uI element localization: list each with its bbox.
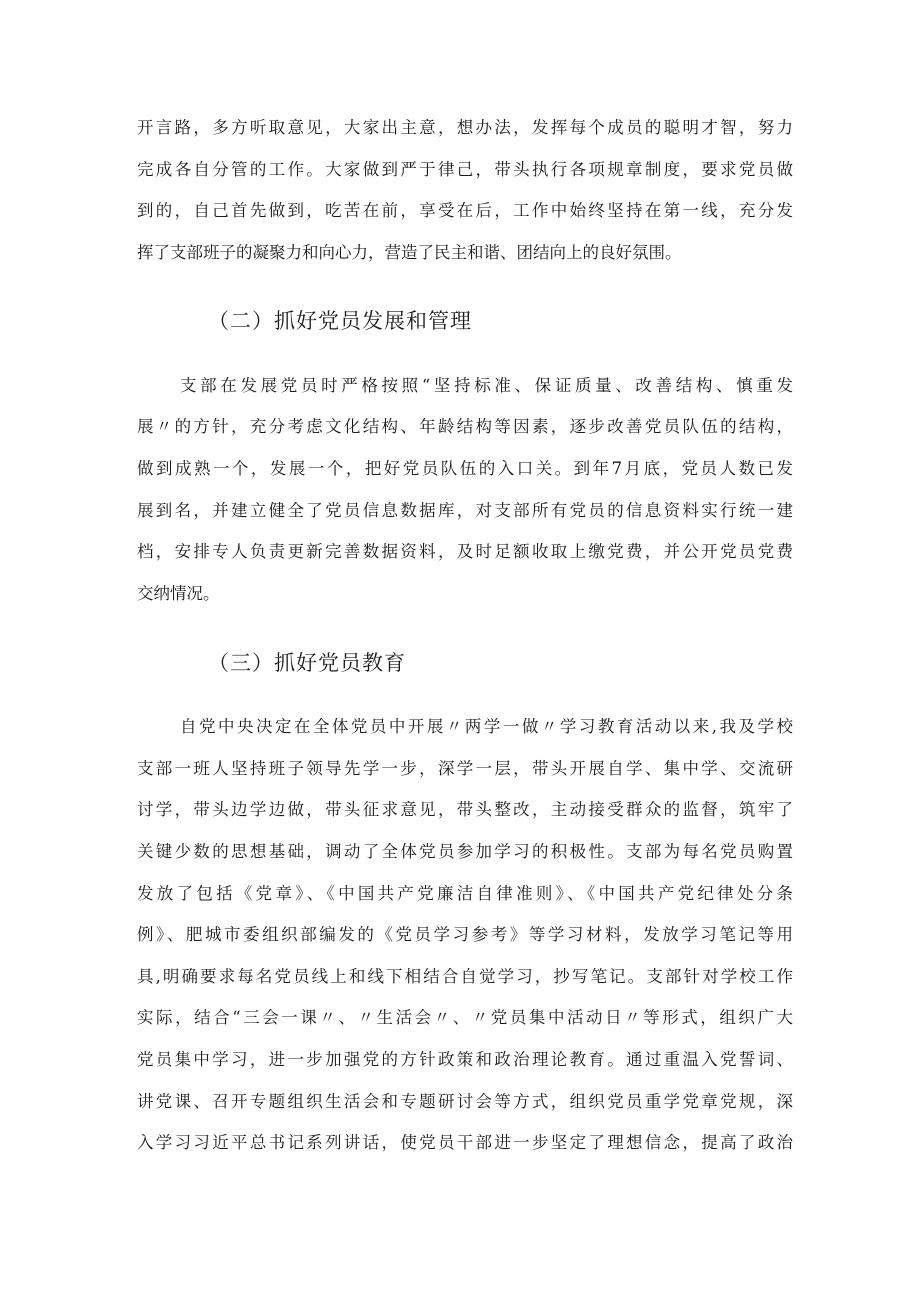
paragraph-line: 开言路，多方听取意见，大家出主意，想办法，发挥每个成员的聪明才智，努力 bbox=[137, 118, 793, 137]
paragraph-line: 党员集中学习，进一步加强党的方针政策和政治理论教育。通过重温入党誓词、 bbox=[137, 1050, 793, 1069]
paragraph-line: 展〃的方针，充分考虑文化结构、年龄结构等因素，逐步改善党员队伍的结构， bbox=[137, 417, 793, 436]
paragraph-line: 到的，自己首先做到，吃苦在前，享受在后，工作中始终坚持在第一线，充分发 bbox=[137, 201, 793, 220]
paragraph-line: 做到成熟一个，发展一个，把好党员队伍的入口关。到年7月底，党员人数已发 bbox=[137, 459, 793, 478]
paragraph-line: 例》、肥城市委组织部编发的《党员学习参考》等学习材料，发放学习笔记等用 bbox=[137, 925, 793, 944]
paragraph-line: 完成各自分管的工作。大家做到严于律己，带头执行各项规章制度，要求党员做 bbox=[137, 160, 793, 179]
paragraph-line: 支部一班人坚持班子领导先学一步，深学一层，带头开展自学、集中学、交流研 bbox=[137, 759, 793, 778]
paragraph-line: 挥了支部班子的凝聚力和向心力，营造了民主和谐、团结向上的良好氛围。 bbox=[137, 243, 682, 262]
paragraph-line: 交纳情况。 bbox=[137, 584, 220, 603]
paragraph-line: 支部在发展党员时严格按照“坚持标准、保证质量、改善结构、慎重发 bbox=[180, 376, 793, 395]
paragraph-line: 关键少数的思想基础，调动了全体党员参加学习的积极性。支部为每名党员购置 bbox=[137, 842, 793, 861]
paragraph-line: 展到名，并建立健全了党员信息数据库，对支部所有党员的信息资料实行统一建 bbox=[137, 501, 793, 520]
paragraph-line: 讲党课、召开专题组织生活会和专题研讨会等方式，组织党员重学党章党规，深 bbox=[137, 1092, 793, 1111]
paragraph-line: 实际，结合“三会一课〃、〃生活会〃、〃党员集中活动日〃等形式，组织广大 bbox=[137, 1008, 793, 1027]
section-heading-2: （二）抓好党员发展和管理 bbox=[208, 309, 472, 333]
paragraph-line: 档，安排专人负责更新完善数据资料，及时足额收取上缴党费，并公开党员党费 bbox=[137, 542, 793, 561]
paragraph-line: 自党中央决定在全体党员中开展〃两学一做〃学习教育活动以来,我及学校 bbox=[180, 717, 793, 736]
section-heading-3: （三）抓好党员教育 bbox=[208, 651, 406, 675]
paragraph-line: 讨学，带头边学边做，带头征求意见，带头整改，主动接受群众的监督，筑牢了 bbox=[137, 800, 793, 819]
paragraph-line: 发放了包括《党章》、《中国共产党廉洁自律准则》、《中国共产党纪律处分条 bbox=[137, 884, 793, 903]
paragraph-line: 入学习习近平总书记系列讲话，使党员干部进一步坚定了理想信念，提高了政治 bbox=[137, 1133, 793, 1152]
paragraph-line: 具,明确要求每名党员线上和线下相结合自觉学习，抄写笔记。支部针对学校工作 bbox=[137, 967, 793, 986]
